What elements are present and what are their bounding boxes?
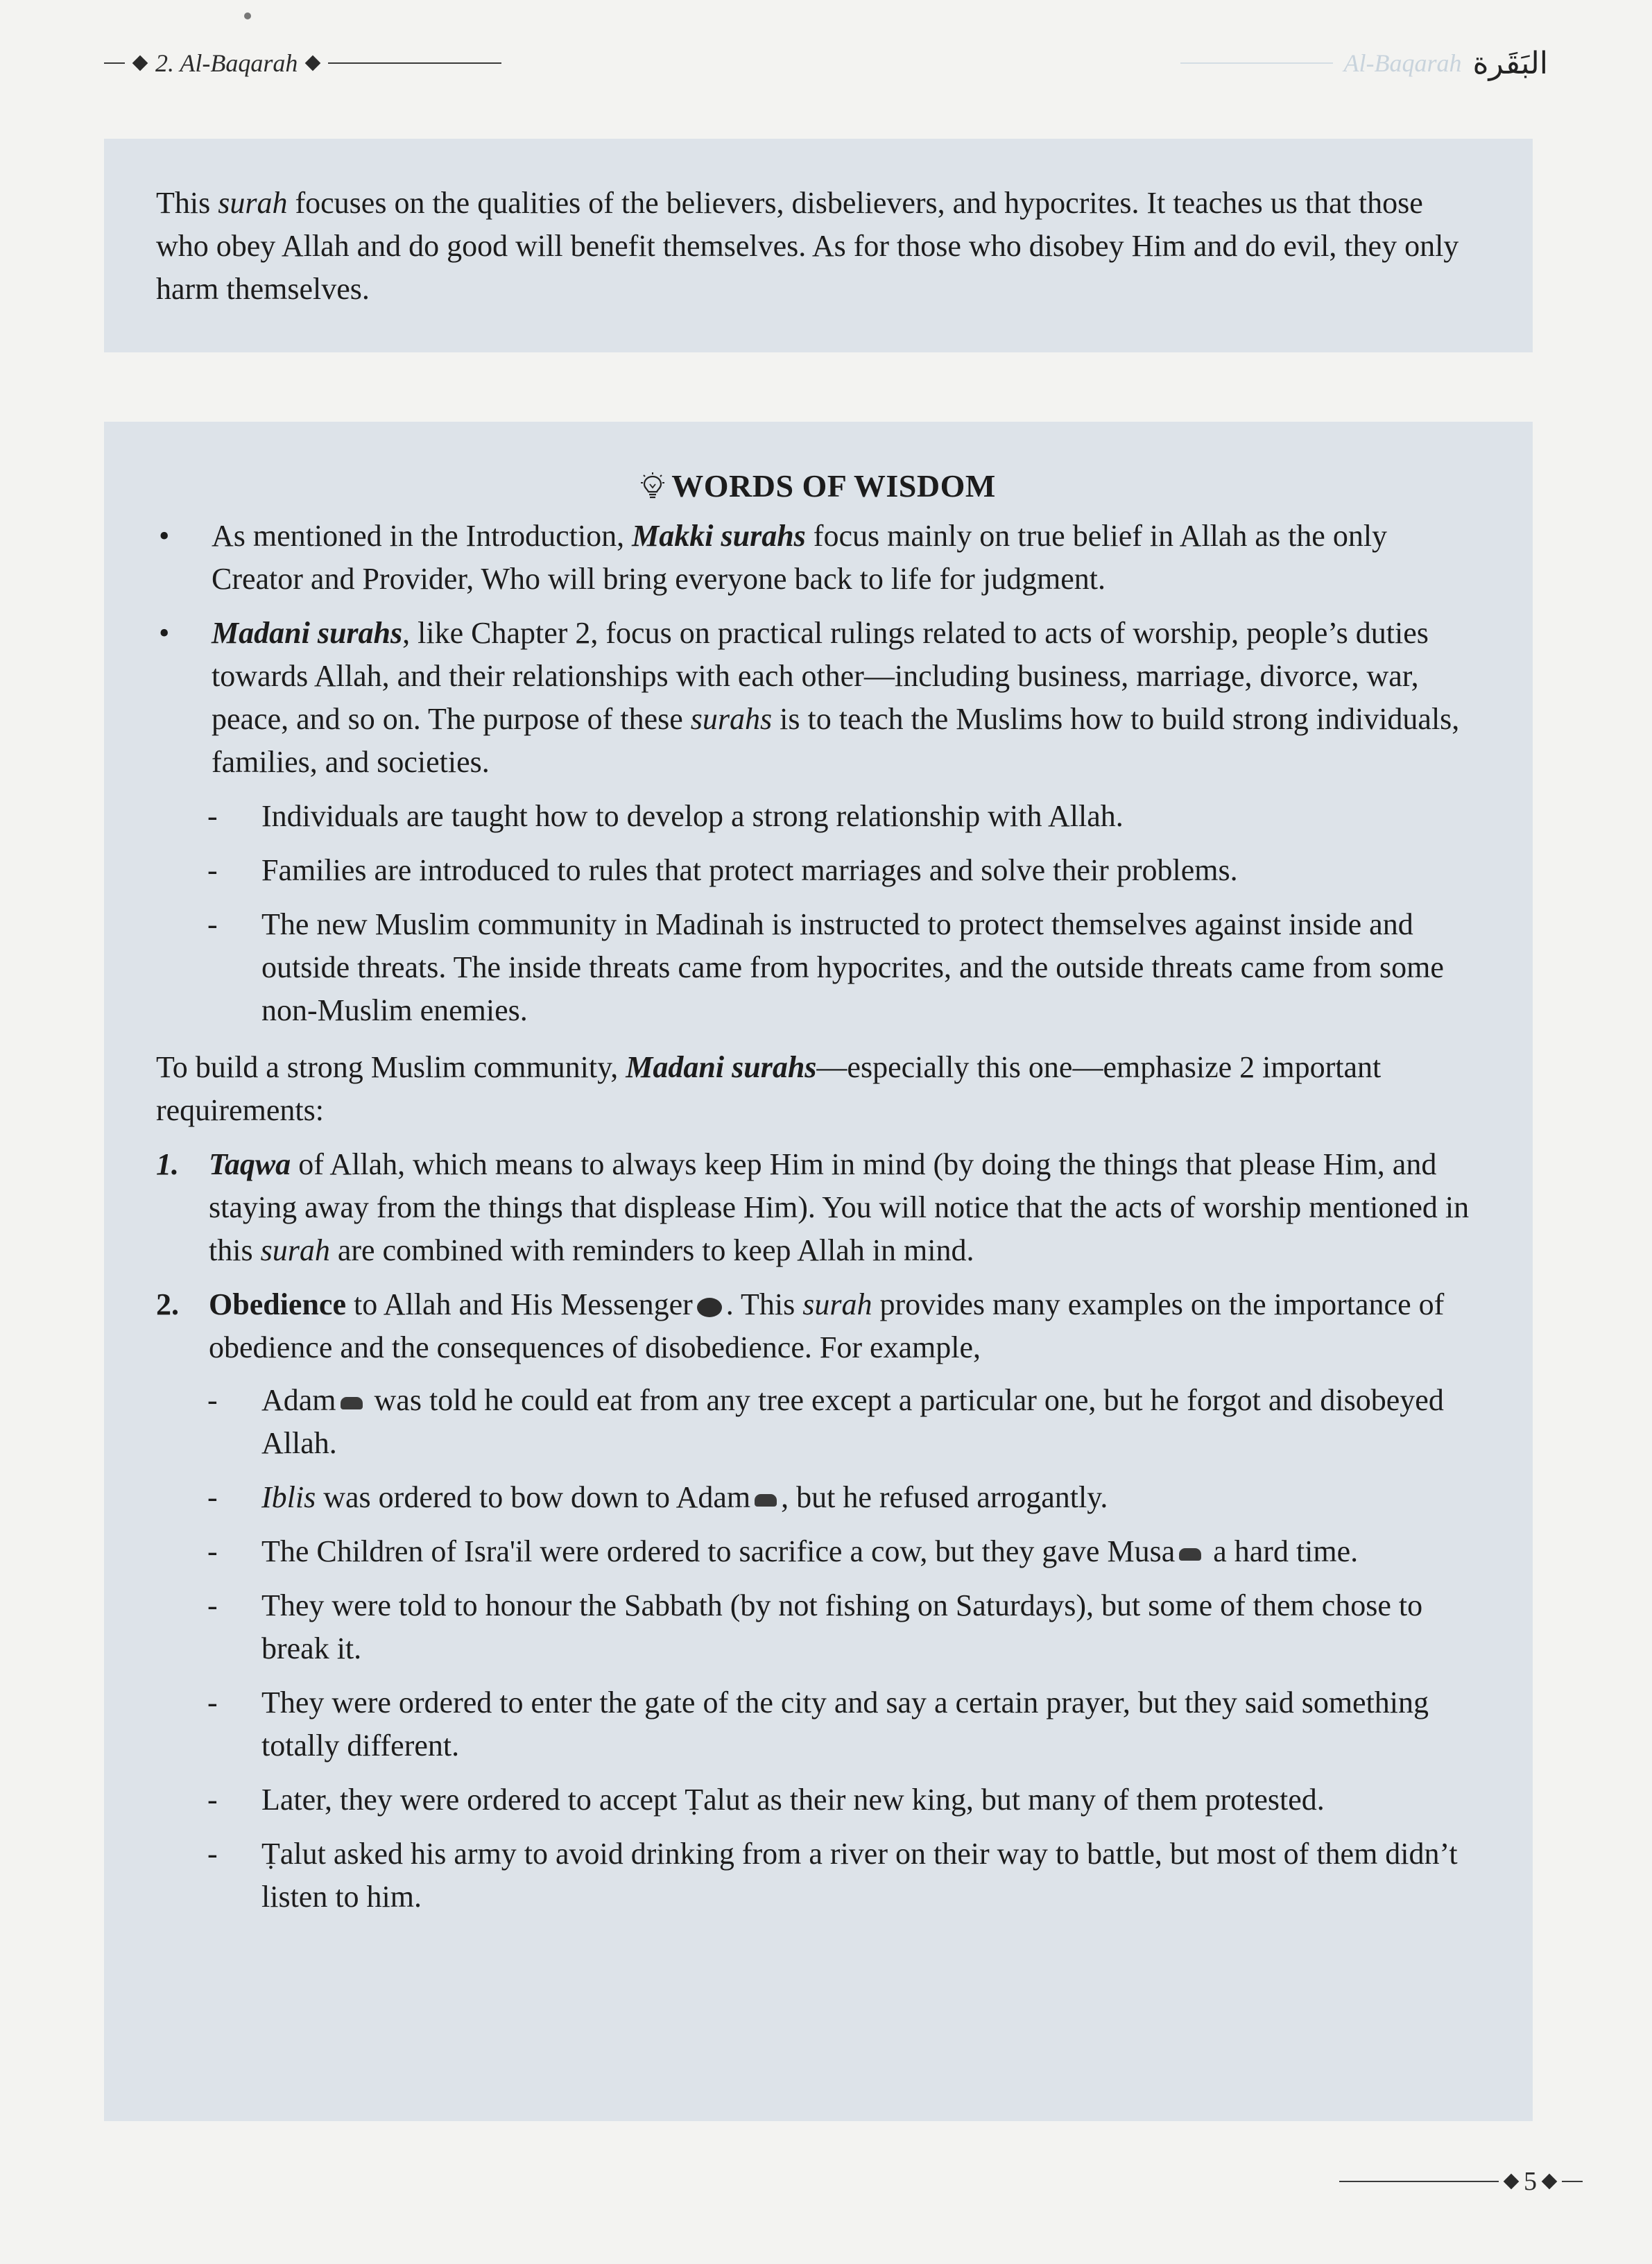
- example-cow: - The Children of Isra'il were ordered to sacrifice a cow, but they gave Musa a hard time.: [207, 1534, 1359, 1568]
- example-iblis: - Iblis was ordered to bow down to Adam , but he refused arrogantly.: [207, 1480, 1108, 1514]
- sub-item-community: - The new Muslim community in Madinah is instructed to protect themselves against inside and outside threats. The inside threats came from hypocrites, and the outside threats came from some non-Muslim enemies.: [207, 907, 1444, 1027]
- header-rule: [104, 62, 125, 64]
- sub-item-families: - Families are introduced to rules that protect marriages and solve their problems.: [207, 853, 1238, 887]
- show-through-title: Al-Baqarah: [1343, 49, 1462, 77]
- diamond-ornament-icon: [305, 55, 321, 71]
- example-river: - Ṭalut asked his army to avoid drinking from a river on their way to battle, but most of them didn’t listen to him.: [207, 1837, 1458, 1914]
- bullet-item-madani: • Madani surahs, like Chapter 2, focus on practical rulings related to acts of worship, people’s duties towards Allah, and their relationships with each other—including business, marriage, divorce, war, peace, and so on. The purpose of these surahs is to teach the Muslims how to build strong individuals, families, and societies.: [159, 616, 1460, 779]
- pbuh-honorific-icon: [697, 1298, 722, 1317]
- intro-text: This surah focuses on the qualities of the believers, disbelievers, and hypocrites. It teaches us that those who obey Allah and do good will benefit themselves. As for those who disobey Him and do evil, they only harm themselves.: [156, 186, 1459, 306]
- running-header-right: [1180, 46, 1548, 80]
- header-rule: [1180, 62, 1333, 64]
- requirement-taqwa: 1. Taqwa of Allah, which means to always keep Him in mind (by doing the things that please Him, and staying away from the things that displease Him). You will notice that the acts of worship mentioned in this surah are combined with reminders to keep Allah in mind.: [156, 1147, 1470, 1267]
- example-gate: - They were ordered to enter the gate of the city and say a certain prayer, but they said something totally different.: [207, 1686, 1429, 1763]
- diamond-ornament-icon: [1504, 2174, 1520, 2190]
- requirement-obedience: 2. Obedience to Allah and His Messenger . This surah provides many examples on the importance of obedience and the consequences of disobedience. For example,: [156, 1287, 1445, 1364]
- honorific-icon: [755, 1494, 777, 1507]
- lightbulb-icon: [641, 472, 664, 500]
- example-adam: - Adam was told he could eat from any tree except a particular one, but he forgot and disobeyed Allah.: [207, 1383, 1444, 1460]
- example-talut-king: - Later, they were ordered to accept Ṭalut as their new king, but many of them protested.: [207, 1783, 1325, 1817]
- footer-rule: [1562, 2181, 1583, 2182]
- footer-rule: [1339, 2181, 1499, 2182]
- honorific-icon: [1179, 1548, 1201, 1561]
- words-of-wisdom-section: [156, 465, 1481, 1930]
- arabic-chapter-title: البَقَرة: [1472, 45, 1548, 81]
- page-footer: [1339, 2164, 1583, 2199]
- diamond-ornament-icon: [132, 55, 148, 71]
- example-sabbath: - They were told to honour the Sabbath (by not fishing on Saturdays), but some of them chose to break it.: [207, 1588, 1423, 1665]
- sub-item-individuals: - Individuals are taught how to develop a strong relationship with Allah.: [207, 799, 1124, 833]
- intro-paragraph: [156, 182, 1481, 311]
- print-speck: [244, 12, 251, 19]
- page-number: 5: [1524, 2167, 1537, 2196]
- bullet-item-makki: • As mentioned in the Introduction, Makki surahs focus mainly on true belief in Allah as the only Creator and Provider, Who will bring everyone back to life for judgment.: [159, 519, 1388, 596]
- requirements-intro: To build a strong Muslim community, Madani surahs—especially this one—emphasize 2 important requirements:: [156, 1050, 1382, 1127]
- chapter-title: 2. Al-Baqarah: [155, 49, 298, 77]
- section-heading: WORDS OF WISDOM: [156, 465, 1481, 508]
- header-rule: [328, 62, 501, 64]
- diamond-ornament-icon: [1542, 2174, 1558, 2190]
- running-header-left: [104, 46, 501, 80]
- honorific-icon: [341, 1397, 363, 1409]
